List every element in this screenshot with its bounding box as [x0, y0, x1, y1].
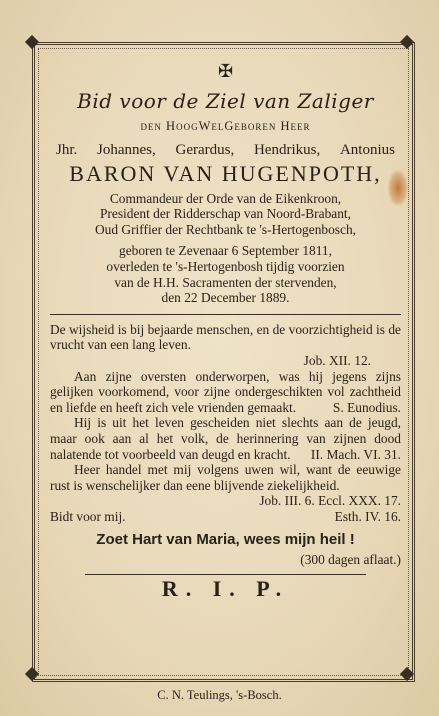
life-line: van de H.H. Sacramenten der stervenden, — [114, 274, 337, 290]
life-block — [50, 243, 401, 305]
verse-ref: Job. XII. 12. — [303, 352, 371, 368]
life-line: den 22 December 1889. — [161, 290, 290, 306]
name-item: Antonius — [339, 141, 395, 158]
title-line: Commandeur der Orde van de Eikenkroon, — [109, 190, 342, 206]
title-line: Oud Griffier der Rechtbank te 's-Hertogenbosch, — [95, 221, 356, 237]
verse-ref: S. Eunodius. — [332, 399, 401, 415]
title-line: President der Ridderschap van Noord-Brabant, — [99, 206, 351, 222]
verse-text: Heer handel met mij volgens uwen wil, want de eeuwige rust is wenschelijker dan eene blijvende ziekelijkheid. — [50, 462, 401, 493]
verse-closing — [50, 509, 401, 525]
name-item: Hendrikus, — [253, 141, 321, 158]
card-content — [50, 60, 401, 602]
name-item: Gerardus, — [175, 141, 235, 158]
prayer-line: Zoet Hart van Maria, wees mijn heil ! — [96, 531, 355, 549]
cross-icon: ✠ — [217, 61, 234, 81]
rip-text: R. I. P. — [161, 576, 290, 602]
verse-ref: II. Mach. VI. 31. — [310, 446, 401, 462]
verse-ref: Esth. IV. 16. — [334, 508, 401, 524]
verse-text: Bidt voor mij. — [50, 508, 126, 524]
name-item: Jhr. — [56, 141, 78, 158]
verse-text: Aan zijne oversten onderworpen, was hij jegens zijns gelijken voorkomend, voor zijne ondergeschikten vol zachtheid en liefde en heeft zich vele vrienden gemaakt. — [50, 368, 401, 415]
verse-text: Hij is uit het leven gescheiden niet slechts aan de jeugd, maar ook aan al het volk, de herinnering van zijnen dood nalatende tot voorbeeld van deugd en kracht. — [50, 415, 401, 462]
verse-text: De wijsheid is bij bejaarde menschen, en de voorzichtigheid is de vrucht van een lang leven. — [50, 321, 401, 353]
titles-block — [50, 191, 401, 238]
surname: BARON VAN HUGENPOTH, — [69, 160, 382, 186]
divider — [50, 314, 401, 315]
verse-ref: Job. III. 6. Eccl. XXX. 17. — [259, 493, 401, 509]
life-line: overleden te 's-Hertogenbosh tijdig voorzien — [106, 258, 345, 274]
card-title: Bid voor de Ziel van Zaliger — [77, 89, 374, 113]
divider — [85, 574, 366, 575]
name-item: Johannes, — [97, 141, 156, 158]
honorific: den HoogWelGeboren Heer — [140, 119, 311, 133]
printer-credit: C. N. Teulings, 's-Bosch. — [157, 688, 282, 702]
indulgence-note: (300 dagen aflaat.) — [300, 552, 401, 568]
given-names — [50, 141, 401, 159]
life-line: geboren te Zevenaar 6 September 1811, — [119, 243, 332, 259]
